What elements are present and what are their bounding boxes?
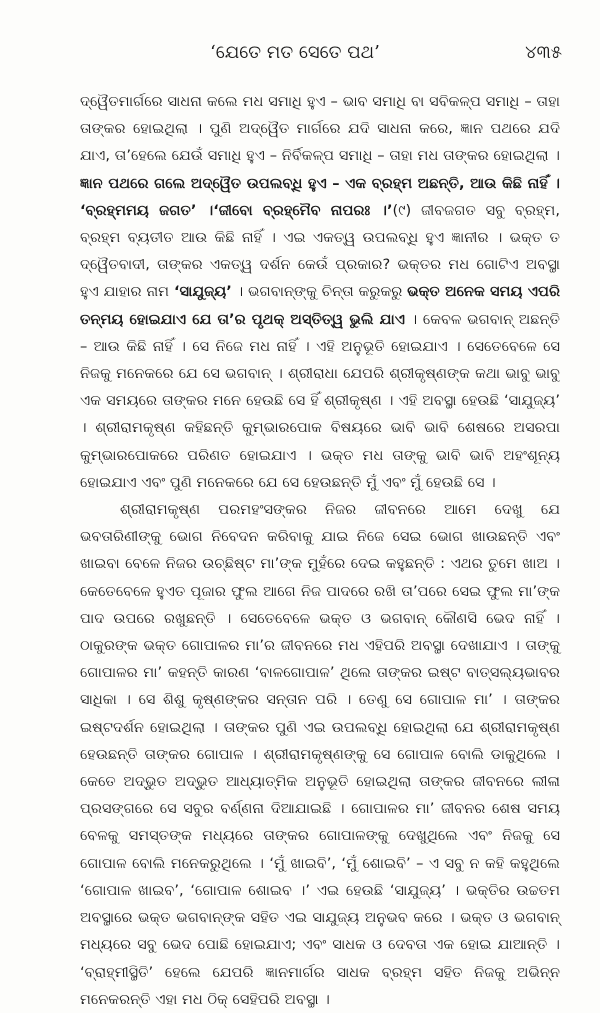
bold-segment: ଜ୍ଞାନ ପଥରେ ଗଲେ ଅଦ୍ୱୈତ ଉପଲବ୍ଧି ହୁଏ – ଏକ ବ୍ରହ୍ମ ଅଛନ୍ତି, ଆଉ କିଛି ନାହିଁ । ‘ବ୍ରହ୍ମମୟ ଜଗତ’ ।‘ଜୀବୋ ବ୍ରହ୍ମୈବ ନାପରଃ ।’ [80, 174, 560, 219]
paragraph-2 [80, 496, 560, 1013]
bold-segment: ଭକ୍ତ ଅନେକ ସମୟ ଏପରି ତନ୍ମୟ ହୋଇଯାଏ ଯେ ତା’ର ପୃଥକ୍ ଅସ୍ତିତ୍ୱ ଭୁଲି ଯାଏ [80, 283, 561, 328]
running-title: ‘ଯେତେ ମତ ସେତେ ପଥ’ [210, 42, 380, 63]
text-segment: । ଭଗବାନ୍‌ଙ୍କୁ ଚିନ୍ତା କରୁକରୁ [231, 283, 408, 301]
bold-segment: ‘ସାଯୁଜ୍ୟ’ [173, 283, 232, 301]
body-text [80, 88, 560, 1013]
text-segment: ଦ୍ୱୈତମାର୍ଗରେ ସାଧନା କଲେ ମଧ ସମାଧି ହୁଏ – ଭାବ ସମାଧି ବା ସବିକଳ୍ପ ସମାଧି – ତାହା ତାଙ୍କର ହୋଇଥିଲା । ପୁଣି ଅଦ୍ୱୈତ ମାର୍ଗରେ ଯଦି ସାଧନା କରେ, ଜ୍ଞାନ ପଥରେ ଯଦି ଯାଏ, ତା’ହେଲେ ଯେଉଁ ସମାଧି ହୁଏ – ନିର୍ବିକଳ୍ପ ସମାଧି – ତାହା ମଧ ତାଙ୍କର ହୋଇଥିଲା । [80, 93, 560, 165]
text-segment: ଶ୍ରୀରାମକୃଷ୍ଣ ପରମହଂସଙ୍କର ନିଜର ଜୀବନରେ ଆମେ ଦେଖୁ ଯେ ଭବତାରିଣୀଙ୍କୁ ଭୋଗ ନିବେଦନ କରିବାକୁ ଯାଇ ନିଜେ ସେଇ ଭୋଗ ଖାଉଛନ୍ତି ଏବଂ ଖାଇବା ବେଳେ ନିଜର ଉଚ୍ଛିଷ୍ଟ ମା’ଙ୍କ ମୁହଁରେ ଦେଇ କହୁଛନ୍ତି : ଏଥର ତୁମେ ଖାଅ । କେତେବେଳେ ହୁଏତ ପୂଜାର ଫୁଲ ଆଗେ ନିଜ ପାଦରେ ରଖି ତା’ପରେ ସେଇ ଫୁଲ ମା’ଙ୍କ ପାଦ ଉପରେ ରଖୁଛନ୍ତି । ସେତେବେଳେ ଭକ୍ତ ଓ ଭଗବାନ୍ କୌଣସି ଭେଦ ନାହିଁ । ଠାକୁରଙ୍କ ଭକ୍ତ ଗୋପାଳର ମା’ର ଜୀବନରେ ମଧ ଏହିପରି ଅବସ୍ଥା ଦେଖାଯାଏ । ତାଙ୍କୁ ଗୋପାଳର ମା’ କହନ୍ତି କାରଣ ‘ବାଳଗୋପାଳ’ ଥିଲେ ତାଙ୍କର ଇଷ୍ଟ ବାତ୍ସଲ୍ୟଭାବର ସାଧିକା । ସେ ଶିଶୁ କୃଷ୍ଣଙ୍କର ସନ୍ତାନ ପରି । ତେଣୁ ସେ ଗୋପାଳ ମା’ । ତାଙ୍କର ଇଷ୍ଟଦର୍ଶନ ହୋଇଥିଲା । ତାଙ୍କର ପୁଣି ଏଇ ଉପଲବ୍ଧି ହୋଇଥିଲା ଯେ ଶ୍ରୀରାମକୃଷ୍ଣ ହେଉଛନ୍ତି ତାଙ୍କର ଗୋପାଳ । ଶ୍ରୀରାମକୃଷ୍ଣଙ୍କୁ ସେ ଗୋପାଳ ବୋଲି ଡାକୁଥିଲେ । କେତେ ଅଦ୍ଭୁତ ଅଦ୍ଭୁତ ଆଧ୍ୟାତ୍ମିକ ଅନୁଭୂତି ହୋଇଥିଲା ତାଙ୍କର ଜୀବନରେ ଲୀଳା ପ୍ରସଙ୍ଗରେ ସେ ସବୁର ବର୍ଣ୍ଣନା ଦିଆଯାଇଛି । ଗୋପାଳର ମା’ ଜୀବନର ଶେଷ ସମୟ ବେଳକୁ ସମସ୍ତଙ୍କ ମଧ୍ୟରେ ତାଙ୍କର ଗୋପାଳଙ୍କୁ ଦେଖୁଥିଲେ ଏବଂ ନିଜକୁ ସେ ଗୋପାଳ ବୋଲି ମନେକରୁଥିଲେ । ‘ମୁଁ ଖାଇବି’, ‘ମୁଁ ଶୋଇବି’ – ଏ ସବୁ ନ କହି କହୁଥିଲେ ‘ଗୋପାଳ ଖାଇବ’, ‘ଗୋପାଳ ଶୋଇବ ।’ ଏଇ ହେଉଛି ‘ସାଯୁଜ୍ୟ’ । ଭକ୍ତିର ଉଚ୍ଚତମ ଅବସ୍ଥାରେ ଭକ୍ତ ଭଗବାନ୍‌ଙ୍କ ସହିତ ଏଇ ସାଯୁଜ୍ୟ ଅନୁଭବ କରେ । ଭକ୍ତ ଓ ଭଗବାନ୍ ମଧ୍ୟରେ ସବୁ ଭେଦ ପୋଛି ହୋଇଯାଏ; ଏବଂ ସାଧକ ଓ ଦେବତା ଏକ ହୋଇ ଯାଆନ୍ତି । ‘ବ୍ରାହ୍ମୀସ୍ଥିତି’ ହେଲେ ଯେପରି ଜ୍ଞାନମାର୍ଗର ସାଧକ ବ୍ରହ୍ମ ସହିତ ନିଜକୁ ଅଭିନ୍ନ ମନେକରନ୍ତି ଏହା ମଧ ଠିକ୍ ସେହିପରି ଅବସ୍ଥା । [80, 501, 560, 1008]
paragraph-1 [80, 88, 560, 496]
text-segment: (୯) ଜୀବଜଗତ ସବୁ ବ୍ରହ୍ମ, ବ୍ରହ୍ମ ବ୍ୟତୀତ ଆଉ କିଛି ନାହିଁ । ଏଇ ଏକତ୍ୱ ଉପଲବ୍ଧି ହୁଏ ଜ୍ଞାନୀର । ଭକ୍ତ ତ ଦ୍ୱୈତବାଦୀ, ତାଙ୍କର ଏକତ୍ୱ ଦର୍ଶନ କେଉଁ ପ୍ରକାର? ଭକ୍ତର ମଧ ଗୋଟିଏ ଅବସ୍ଥା ହୁଏ ଯାହାର ନାମ [80, 201, 560, 301]
page-number: ୪୩୫ [525, 42, 562, 63]
page-header [0, 42, 600, 72]
text-segment: । କେବଳ ଭଗବାନ୍ ଅଛନ୍ତି – ଆଉ କିଛି ନାହିଁ । ସେ ନିଜେ ମଧ ନାହିଁ । ଏହି ଅନୁଭୂତି ହୋଇଯାଏ । ସେତେବେଳେ ସେ ନିଜକୁ ମନେକରେ ଯେ ସେ ଭଗବାନ୍ । ଶ୍ରୀରାଧା ଯେପରି ଶ୍ରୀକୃଷ୍ଣଙ୍କ କଥା ଭାବୁ ଭାବୁ ଏକ ସମୟରେ ତାଙ୍କର ମନେ ହେଉଛି ସେ ହିଁ ଶ୍ରୀକୃଷ୍ଣ । ଏହି ଅବସ୍ଥା ହେଉଛି ‘ସାଯୁଜ୍ୟ’ । ଶ୍ରୀରାମକୃଷ୍ଣ କହିଛନ୍ତି କୁମ୍ଭାରପୋକ ବିଷୟରେ ଭାବି ଭାବି ଶେଷରେ ଅସରପା କୁମ୍ଭାରପୋକରେ ପରିଣତ ହୋଇଯାଏ । ଭକ୍ତ ମଧ ତାଙ୍କୁ ଭାବି ଭାବି ଅହଂଶୂନ୍ୟ ହୋଇଯାଏ ଏବଂ ପୁଣି ମନେକରେ ଯେ ସେ ହେଉଛନ୍ତି ମୁଁ ଏବଂ ମୁଁ ହେଉଛି ସେ । [80, 310, 561, 491]
